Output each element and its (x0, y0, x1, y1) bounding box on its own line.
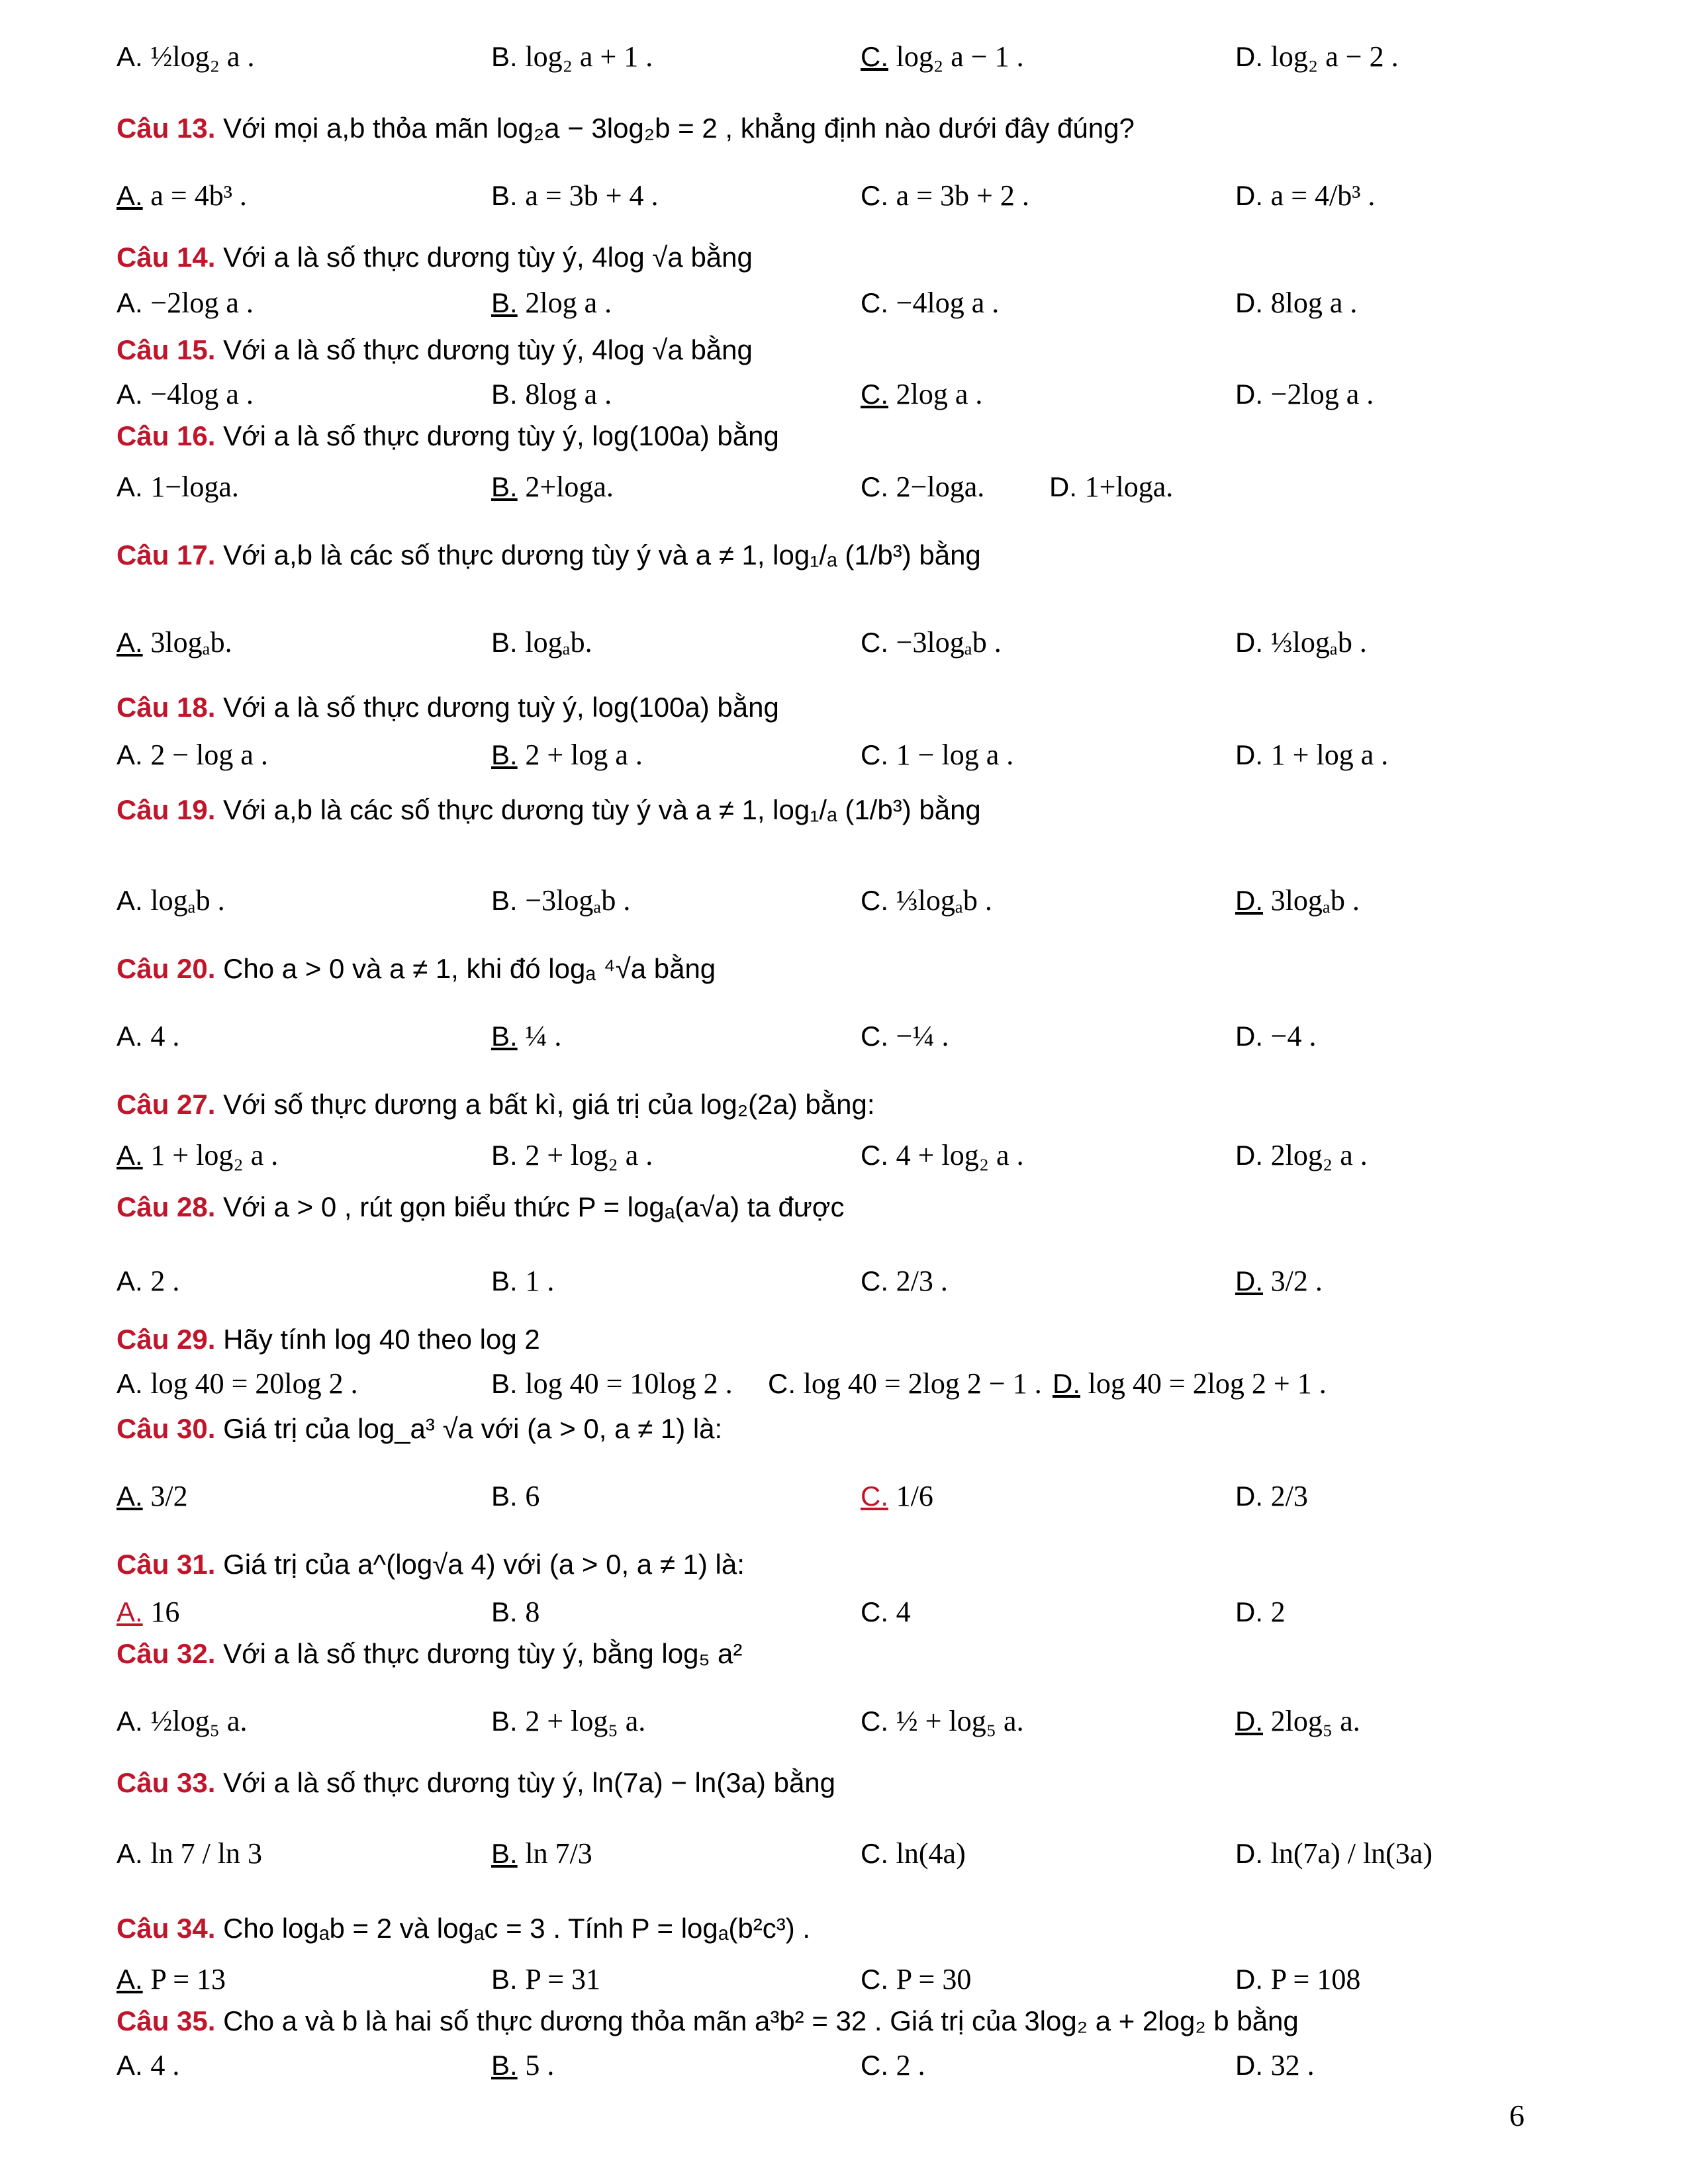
option-a: A. ½log₅ a. (117, 1705, 248, 1737)
option-d: D. 3/2 . (1235, 1265, 1323, 1297)
option-d: D. 1 + log a . (1235, 739, 1389, 771)
option-a: A. 3/2 (117, 1480, 188, 1512)
option-b: B. 2 + log a . (491, 739, 643, 771)
question-text: Câu 16. Với a là số thực dương tùy ý, log(100a) bằng (117, 420, 779, 451)
option-d: D. 1+loga. (1049, 471, 1174, 503)
option-b: B. a = 3b + 4 . (491, 179, 659, 212)
option-d: D. ⅓logₐb . (1235, 626, 1367, 659)
option-d: D. −4 . (1235, 1020, 1317, 1052)
option-b: B. 2 + log₅ a. (491, 1705, 646, 1737)
option-c: C. 1/6 (861, 1480, 933, 1512)
option-c: C. log₂ a − 1 . (861, 40, 1024, 73)
question-text: Câu 19. Với a,b là các số thực dương tùy ý và a ≠ 1, log₁/ₐ (1/b³) bằng (117, 794, 981, 825)
option-a: A. a = 4b³ . (117, 179, 247, 212)
question-text: Câu 34. Cho logₐb = 2 và logₐc = 3 . Tính P = logₐ(b²c³) . (117, 1913, 811, 1944)
option-c: C. 2−loga. (861, 471, 985, 503)
option-a: A. logₐb . (117, 884, 225, 917)
page-number: 6 (1509, 2099, 1524, 2132)
option-c: C. 2log a . (861, 378, 983, 410)
option-c: C. 2 . (861, 2049, 925, 2081)
option-c: C. P = 30 (861, 1963, 972, 1995)
option-c: C. −¼ . (861, 1020, 949, 1052)
question-text: Câu 29. Hãy tính log 40 theo log 2 (117, 1324, 540, 1355)
option-d: D. 2 (1235, 1596, 1286, 1628)
option-d: D. 8log a . (1235, 287, 1358, 319)
question-text: Câu 15. Với a là số thực dương tùy ý, 4log √a bằng (117, 334, 753, 365)
option-a: A. −4log a . (117, 378, 254, 410)
option-a: A. ln 7 / ln 3 (117, 1837, 263, 1870)
option-c: C. a = 3b + 2 . (861, 179, 1029, 212)
option-b: B. 1 . (491, 1265, 555, 1297)
option-b: B. 6 (491, 1480, 540, 1512)
option-c: C. −4log a . (861, 287, 1000, 319)
option-d: D. a = 4/b³ . (1235, 179, 1376, 212)
option-a: A. 1−loga. (117, 471, 239, 503)
option-d: D. P = 108 (1235, 1963, 1361, 1995)
option-a: A. ½log₂ a . (117, 40, 255, 73)
option-c: C. 4 (861, 1596, 911, 1628)
option-a: A. 4 . (117, 2049, 180, 2081)
option-b: B. ¼ . (491, 1020, 562, 1052)
option-a: A. 3logₐb. (117, 626, 232, 659)
option-a: A. 4 . (117, 1020, 180, 1052)
option-d: D. log₂ a − 2 . (1235, 40, 1399, 73)
option-a: A. P = 13 (117, 1963, 226, 1995)
option-a: A. log 40 = 20log 2 . (117, 1367, 358, 1400)
option-a: A. 1 + log₂ a . (117, 1139, 279, 1171)
question-text: Câu 30. Giá trị của log_a³ √a với (a > 0, a ≠ 1) là: (117, 1413, 723, 1444)
question-text: Câu 33. Với a là số thực dương tùy ý, ln(7a) − ln(3a) bằng (117, 1767, 836, 1798)
question-text: Câu 32. Với a là số thực dương tùy ý, bằng log₅ a² (117, 1638, 743, 1669)
option-b: B. 2+loga. (491, 471, 614, 503)
option-b: B. 2 + log₂ a . (491, 1139, 653, 1171)
option-d: D. log 40 = 2log 2 + 1 . (1053, 1367, 1327, 1400)
option-b: B. P = 31 (491, 1963, 601, 1995)
option-d: D. 2log₂ a . (1235, 1139, 1368, 1171)
question-text: Câu 13. Với mọi a,b thỏa mãn log₂a − 3log₂b = 2 , khẳng định nào dưới đây đúng? (117, 113, 1135, 144)
question-text: Câu 28. Với a > 0 , rút gọn biểu thức P = logₐ(a√a) ta được (117, 1191, 845, 1222)
option-c: C. −3logₐb . (861, 626, 1002, 659)
option-b: B. 5 . (491, 2049, 555, 2081)
option-b: B. logₐb. (491, 626, 592, 659)
option-c: C. 1 − log a . (861, 739, 1014, 771)
question-text: Câu 14. Với a là số thực dương tùy ý, 4log √a bằng (117, 242, 753, 273)
option-d: D. 2log₅ a. (1235, 1705, 1360, 1737)
option-b: B. ln 7/3 (491, 1837, 592, 1870)
option-a: A. 2 − log a . (117, 739, 268, 771)
question-text: Câu 35. Cho a và b là hai số thực dương thỏa mãn a³b² = 32 . Giá trị của 3log₂ a + 2log₂ b bằng (117, 2005, 1299, 2036)
option-d: D. 3logₐb . (1235, 884, 1360, 917)
question-text: Câu 17. Với a,b là các số thực dương tùy ý và a ≠ 1, log₁/ₐ (1/b³) bằng (117, 539, 981, 570)
option-b: B. log 40 = 10log 2 . (491, 1367, 733, 1400)
option-b: B. 8log a . (491, 378, 612, 410)
question-text: Câu 18. Với a là số thực dương tuỳ ý, log(100a) bằng (117, 692, 779, 723)
option-c: C. ⅓logₐb . (861, 884, 992, 917)
option-d: D. −2log a . (1235, 378, 1374, 410)
option-b: B. 2log a . (491, 287, 612, 319)
option-d: D. ln(7a) / ln(3a) (1235, 1837, 1433, 1870)
option-b: B. −3logₐb . (491, 884, 631, 917)
question-text: Câu 31. Giá trị của a^(log√a 4) với (a > 0, a ≠ 1) là: (117, 1549, 745, 1580)
option-a: A. 2 . (117, 1265, 180, 1297)
question-text: Câu 27. Với số thực dương a bất kì, giá trị của log₂(2a) bằng: (117, 1089, 875, 1120)
option-c: C. 2/3 . (861, 1265, 948, 1297)
option-c: C. ½ + log₅ a. (861, 1705, 1024, 1737)
option-a: A. −2log a . (117, 287, 254, 319)
option-b: B. 8 (491, 1596, 540, 1628)
question-text: Câu 20. Cho a > 0 và a ≠ 1, khi đó logₐ ⁴√a bằng (117, 953, 716, 984)
option-b: B. log₂ a + 1 . (491, 40, 653, 73)
option-c: C. 4 + log₂ a . (861, 1139, 1024, 1171)
option-c: C. log 40 = 2log 2 − 1 . (768, 1367, 1042, 1400)
option-d: D. 2/3 (1235, 1480, 1308, 1512)
option-c: C. ln(4a) (861, 1837, 966, 1870)
option-a: A. 16 (117, 1596, 180, 1628)
option-d: D. 32 . (1235, 2049, 1315, 2081)
